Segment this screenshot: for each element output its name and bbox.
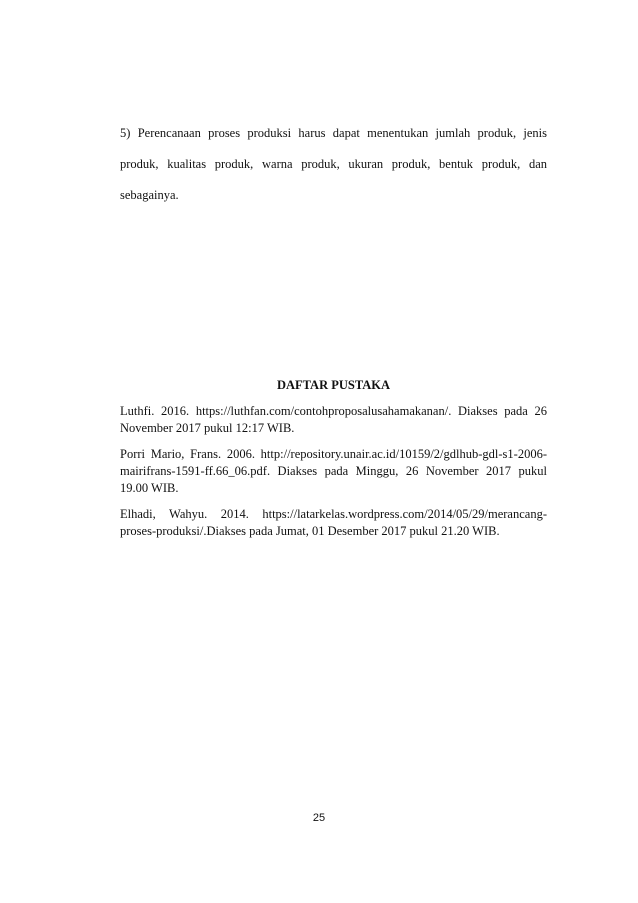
bibliography-heading: DAFTAR PUSTAKA (276, 378, 391, 392)
reference-list (120, 403, 547, 549)
reference-item: Elhadi, Wahyu. 2014. https://latarkelas.wordpress.com/2014/05/29/merancang-proses-produksi/.Diakses pada Jumat, 01 Desember 2017 pukul 21.20 WIB. (120, 507, 547, 538)
page-number: 25 (312, 812, 326, 824)
reference-item: Porri Mario, Frans. 2006. http://repository.unair.ac.id/10159/2/gdlhub-gdl-s1-2006-mairifrans-1591-ff.66_06.pdf. Diakses pada Minggu, 26 November 2017 pukul 19.00 WIB. (120, 447, 547, 495)
reference-item: Luthfi. 2016. https://luthfan.com/contohproposalusahamakanan/. Diakses pada 26 November 2017 pukul 12:17 WIB. (120, 404, 547, 435)
body-paragraph: 5) Perencanaan proses produksi harus dapat menentukan jumlah produk, jenis produk, kualitas produk, warna produk, ukuran produk, bentuk produk, dan sebagainya. (120, 126, 547, 202)
